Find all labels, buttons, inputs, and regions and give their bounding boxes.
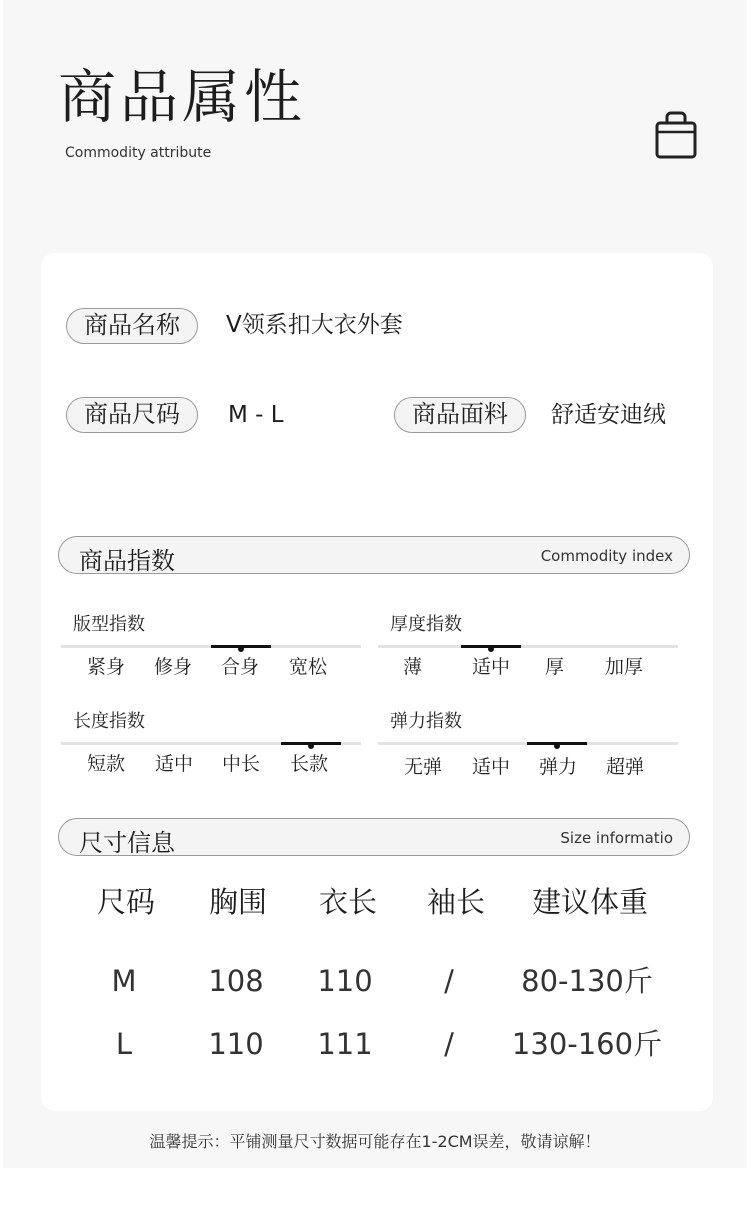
thickness-option: 加厚 xyxy=(605,656,644,678)
index-section-title: 商品指数 xyxy=(79,547,175,575)
shopping-bag-icon xyxy=(654,110,698,160)
size-table-header: 袖长 xyxy=(426,885,486,919)
length-option: 短款 xyxy=(87,753,126,775)
size-section-title: 尺寸信息 xyxy=(79,829,175,857)
thickness-index-title: 厚度指数 xyxy=(390,614,462,635)
fit-option: 修身 xyxy=(154,656,193,678)
product-fabric-label: 商品面料 xyxy=(394,397,526,433)
size-table-cell: 80-130斤 xyxy=(521,964,653,998)
page-subtitle: Commodity attribute xyxy=(65,145,212,161)
elasticity-option-selected: 弹力 xyxy=(539,756,578,778)
length-index-marker xyxy=(308,743,314,749)
size-table-cell: 110 xyxy=(208,1027,264,1061)
size-section-header xyxy=(58,818,690,856)
size-table-header: 胸围 xyxy=(208,885,268,919)
size-table-header: 建议体重 xyxy=(531,885,649,919)
size-section-subtitle: Size informatio xyxy=(560,829,673,847)
product-size-label: 商品尺码 xyxy=(66,397,198,433)
size-table-header: 尺码 xyxy=(96,885,156,919)
product-fabric-value: 舒适安迪绒 xyxy=(551,402,666,428)
size-table-cell: 130-160斤 xyxy=(511,1027,663,1061)
measurement-note: 温馨提示：平铺测量尺寸数据可能存在1-2CM误差，敬请谅解！ xyxy=(149,1132,601,1151)
fit-option: 紧身 xyxy=(87,656,126,678)
elasticity-index-title: 弹力指数 xyxy=(390,711,462,732)
product-size-value: M - L xyxy=(228,402,284,428)
length-index-title: 长度指数 xyxy=(73,711,145,732)
size-table-cell: / xyxy=(444,964,454,998)
index-section-subtitle: Commodity index xyxy=(540,547,673,565)
size-table-cell: 110 xyxy=(317,964,373,998)
size-table-cell: / xyxy=(444,1027,454,1061)
thickness-index-marker xyxy=(488,646,494,652)
fit-index-marker xyxy=(238,646,244,652)
length-option: 中长 xyxy=(222,753,261,775)
thickness-index-track xyxy=(378,645,678,648)
elasticity-option: 超弹 xyxy=(606,756,645,778)
length-option: 适中 xyxy=(155,753,194,775)
thickness-option: 薄 xyxy=(403,656,423,678)
fit-index-title: 版型指数 xyxy=(73,614,145,635)
thickness-option: 厚 xyxy=(545,656,565,678)
fit-option-selected: 合身 xyxy=(221,656,260,678)
size-table-cell: M xyxy=(111,964,137,998)
size-table-header: 衣长 xyxy=(318,885,378,919)
product-name-label: 商品名称 xyxy=(66,308,198,344)
size-table-cell: 111 xyxy=(317,1027,373,1061)
length-option-selected: 长款 xyxy=(290,753,329,775)
size-table-cell: L xyxy=(115,1027,133,1061)
index-section-header xyxy=(58,536,690,574)
elasticity-index-marker xyxy=(554,743,560,749)
thickness-option-selected: 适中 xyxy=(472,656,511,678)
size-table-cell: 108 xyxy=(208,964,264,998)
elasticity-option: 无弹 xyxy=(404,756,443,778)
elasticity-option: 适中 xyxy=(472,756,511,778)
page-title: 商品属性 xyxy=(58,63,307,131)
product-name-value: V领系扣大衣外套 xyxy=(226,312,403,338)
fit-option: 宽松 xyxy=(289,656,328,678)
